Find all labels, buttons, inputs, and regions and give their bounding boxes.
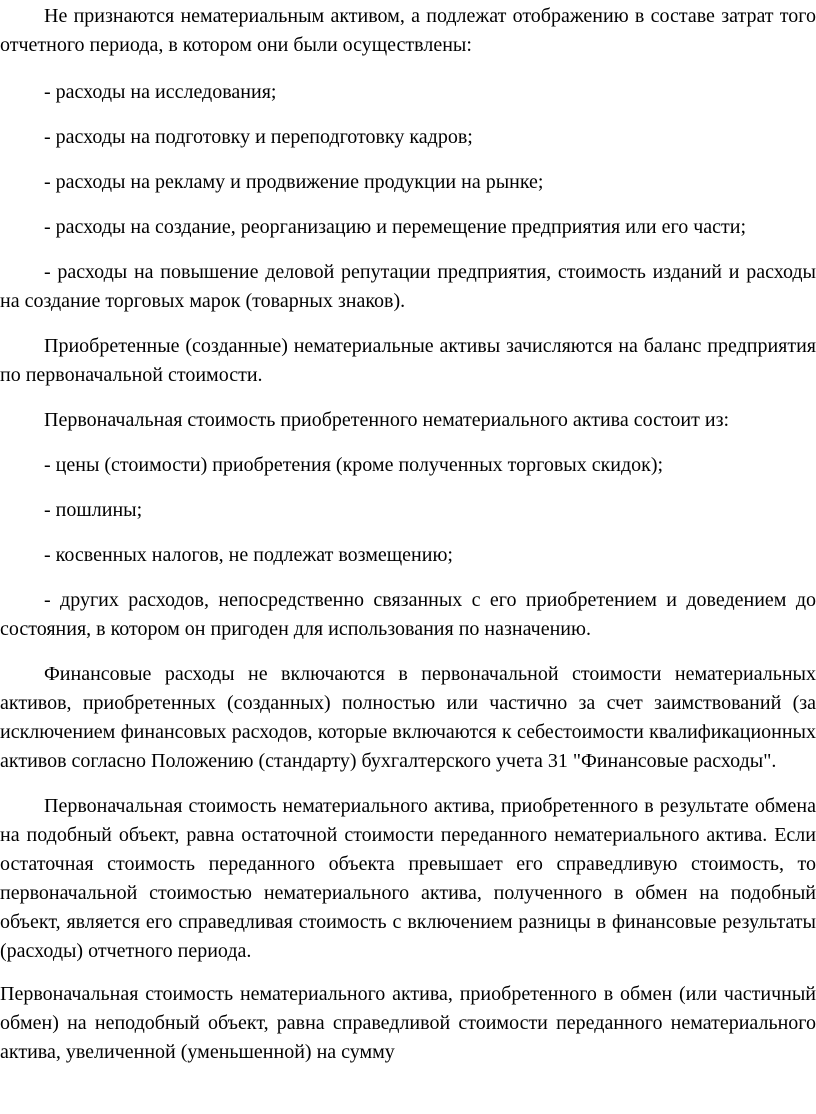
list-item-training-costs: - расходы на подготовку и переподготовку кадров; <box>44 126 473 148</box>
paragraph-intangible-exclusions: Не признаются нематериальным активом, а подлежат отображению в составе затрат того отчетного периода, в котором они были осуществлены: <box>0 5 816 56</box>
paragraph-exchange-dissimilar-object: Первоначальная стоимость нематериального актива, приобретенного в обмен (или частичный обмен) на неподобный объект, равна справедливой стоимости переданного нематериального актива, увеличенной (уменьшенной) на сумму <box>0 983 816 1063</box>
list-item-indirect-taxes: - косвенных налогов, не подлежат возмещению; <box>44 544 453 566</box>
list-item-reputation-costs: - расходы на повышение деловой репутации предприятия, стоимость изданий и расходы на создание торговых марок (товарных знаков). <box>0 261 816 312</box>
list-item-duties: - пошлины; <box>44 499 143 521</box>
list-item-reorganization-costs: - расходы на создание, реорганизацию и перемещение предприятия или его части; <box>44 216 747 238</box>
paragraph-initial-cost-recognition: Приобретенные (созданные) нематериальные активы зачисляются на баланс предприятия по первоначальной стоимости. <box>0 335 816 386</box>
list-item-purchase-price: - цены (стоимости) приобретения (кроме полученных торговых скидок); <box>44 454 664 476</box>
list-item-other-expenses: - других расходов, непосредственно связанных с его приобретением и доведением до состояния, в котором он пригоден для использования по назначению. <box>0 589 816 640</box>
paragraph-financial-expenses: Финансовые расходы не включаются в первоначальной стоимости нематериальных активов, приобретенных (созданных) полностью или частично за счет заимствований (за исключением финансовых расходов, которые включаются к себестоимости квалификационных активов согласно Положению (стандарту) бухгалтерского учета 31 "Финансовые расходы". <box>0 663 816 772</box>
list-item-research-costs: - расходы на исследования; <box>44 81 277 103</box>
paragraph-initial-cost-components: Первоначальная стоимость приобретенного нематериального актива состоит из: <box>44 409 730 431</box>
list-item-advertising-costs: - расходы на рекламу и продвижение продукции на рынке; <box>44 171 544 193</box>
paragraph-exchange-similar-object: Первоначальная стоимость нематериального актива, приобретенного в результате обмена на подобный объект, равна остаточной стоимости переданного нематериального актива. Если остаточная стоимость переданного объекта превышает его справедливую стоимость, то первоначальной стоимостью нематериального актива, полученного в обмен на подобный объект, является его справедливая стоимость с включением разницы в финансовые результаты (расходы) отчетного периода. <box>0 795 816 962</box>
